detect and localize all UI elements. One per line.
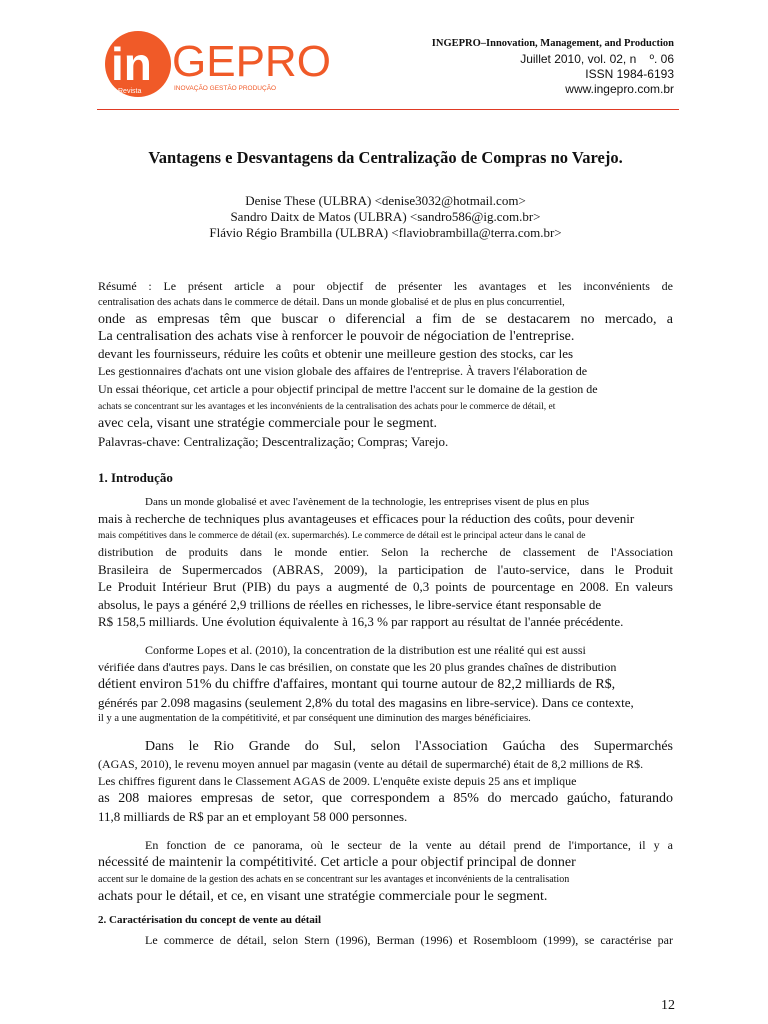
abstract-line: Les gestionnaires d'achats ont une vision globale des affaires de l'entreprise. À travers l'élaboration de (98, 363, 588, 378)
keywords: Palavras-chave: Centralização; Descentralização; Compras; Varejo. (98, 433, 449, 449)
journal-name: INGEPRO–Innovation, Management, and Production (431, 38, 674, 49)
text-line: mais à recherche de techniques plus avantageuses et efficaces pour la réduction des coûts, pour devenir (98, 511, 635, 526)
paragraph (98, 642, 673, 728)
section-heading-concept: 2. Caractérisation du concept de vente au détail (98, 913, 322, 926)
logo-tagline: INOVAÇÃO GESTÃO PRODUÇÃO (174, 85, 277, 92)
text-line: détient environ 51% du chiffre d'affaires, montant qui tourne autour de 82,2 milliards de R$, (98, 676, 616, 692)
abstract-line: La centralisation des achats vise à renforcer le pouvoir de négociation de l'entreprise. (98, 329, 575, 344)
journal-info (432, 38, 674, 97)
text-line: accent sur le domaine de la gestion des achats en se concentrant sur les avantages et inconvénients de la centralisation (98, 873, 570, 885)
abstract-line: avec cela, visant une stratégie commerciale pour le segment. (98, 415, 437, 431)
text-line: Le Produit Intérieur Brut (PIB) du pays a augmenté de 0,3 points de pourcentage en 2008. En valeurs (98, 579, 673, 594)
author-list (98, 193, 673, 241)
abstract-line: achats se concentrant sur les avantages et les inconvénients de la centralisation des achats pour le commerce de détail, et (98, 401, 556, 412)
text-line: mais compétitives dans le commerce de détail (ex. supermarchés). Le commerce de détail est le principal acteur dans le canal de (98, 530, 586, 541)
text-line: 11,8 milliards de R$ par an et employant 58 000 personnes. (98, 809, 408, 824)
section-heading-introduction: 1. Introdução (98, 470, 173, 485)
logo-revista-text: Revista (118, 88, 142, 95)
author-line: Sandro Daitx de Matos (ULBRA) <sandro586@ig.com.br> (230, 209, 541, 224)
author-line: Flávio Régio Brambilla (ULBRA) <flaviobrambilla@terra.com.br> (209, 225, 562, 240)
page-header (0, 0, 768, 115)
paragraph (98, 932, 673, 949)
journal-issue: Juillet 2010, vol. 02, n º. 06 (520, 52, 674, 66)
text-line: vérifiée dans d'autres pays. Dans le cas brésilien, on constate que les 20 plus grandes chaînes de distribution (98, 659, 617, 674)
abstract-line: Un essai théorique, cet article a pour objectif principal de mettre l'accent sur le domaine de la gestion de (98, 381, 598, 396)
text-line: R$ 158,5 milliards. Une évolution équivalente à 16,3 % par rapport au résultat de l'année précédente. (98, 614, 624, 629)
text-line: distribution de produits dans le monde entier. Selon la recherche de classement de l'Association (98, 544, 673, 559)
text-line: achats pour le détail, et ce, en visant une stratégie commerciale pour le segment. (98, 888, 548, 904)
journal-issn: ISSN 1984-6193 (585, 67, 674, 81)
text-line: générés par 2.098 magasins (seulement 2,8% du total des magasins en libre-service). Dans ce contexte, (98, 694, 634, 710)
text-line: Conforme Lopes et al. (2010), la concentration de la distribution est une réalité qui est aussi (145, 642, 586, 657)
text-line: nécessité de maintenir la compétitivité. Cet article a pour objectif principal de donner (98, 854, 576, 870)
text-line: Dans le Rio Grande do Sul, selon l'Association Gaúcha des Supermarchés (145, 739, 673, 754)
paragraph (98, 837, 673, 906)
text-line: as 208 maiores empresas de setor, que correspondem a 85% do mercado gaúcho, faturando (98, 791, 673, 806)
journal-website[interactable]: www.ingepro.com.br (565, 82, 674, 96)
text-line: (AGAS, 2010), le revenu moyen annuel par magasin (vente au détail de supermarché) était de 8,2 millions de R$. (98, 757, 644, 771)
header-divider (97, 109, 679, 110)
logo-in-text: in (111, 38, 152, 90)
page-number: 12 (661, 998, 675, 1013)
author-line: Denise These (ULBRA) <denise3032@hotmail.com> (245, 193, 526, 208)
article-body (98, 148, 673, 949)
text-line: Dans un monde globalisé et avec l'avènement de la technologie, les entreprises visent de plus en plus (145, 496, 589, 508)
article-title: Vantagens e Desvantagens da Centralização de Compras no Varejo. (148, 148, 623, 167)
abstract-line: centralisation des achats dans le commerce de détail. Dans un monde globalisé et de plus en plus concurrentiel, (98, 297, 565, 308)
logo-gepro-text: GEPRO (172, 37, 331, 86)
ingepro-logo (104, 28, 334, 100)
text-line: Le commerce de détail, selon Stern (1996), Berman (1996) et Rosembloom (1999), se caractérise par (145, 932, 673, 947)
text-line: il y a une augmentation de la compétitivité, et par conséquent une diminution des marges bénéficiaires. (98, 713, 531, 724)
text-line: Les chiffres figurent dans le Classement AGAS de 2009. L'enquête existe depuis 25 ans et implique (98, 774, 577, 788)
text-line: Brasileira de Supermercados (ABRAS, 2009), la participation de l'auto-service, dans le Produit (98, 561, 673, 577)
text-line: absolus, le pays a généré 2,9 trillions de réelles en richesses, le libre-service étant responsable de (98, 596, 602, 612)
abstract (98, 278, 673, 450)
paragraph (98, 738, 673, 826)
abstract-line: devant les fournisseurs, réduire les coûts et obtenir une meilleure gestion des stocks, car les (98, 346, 574, 361)
paragraph (98, 494, 673, 631)
abstract-line: Résumé : Le présent article a pour objectif de présenter les avantages et les inconvénients de (98, 279, 673, 293)
abstract-line: onde as empresas têm que buscar o diferencial a fim de se destacarem no mercado, a (98, 312, 673, 327)
text-line: En fonction de ce panorama, où le secteur de la vente au détail prend de l'importance, il y a (145, 837, 673, 852)
